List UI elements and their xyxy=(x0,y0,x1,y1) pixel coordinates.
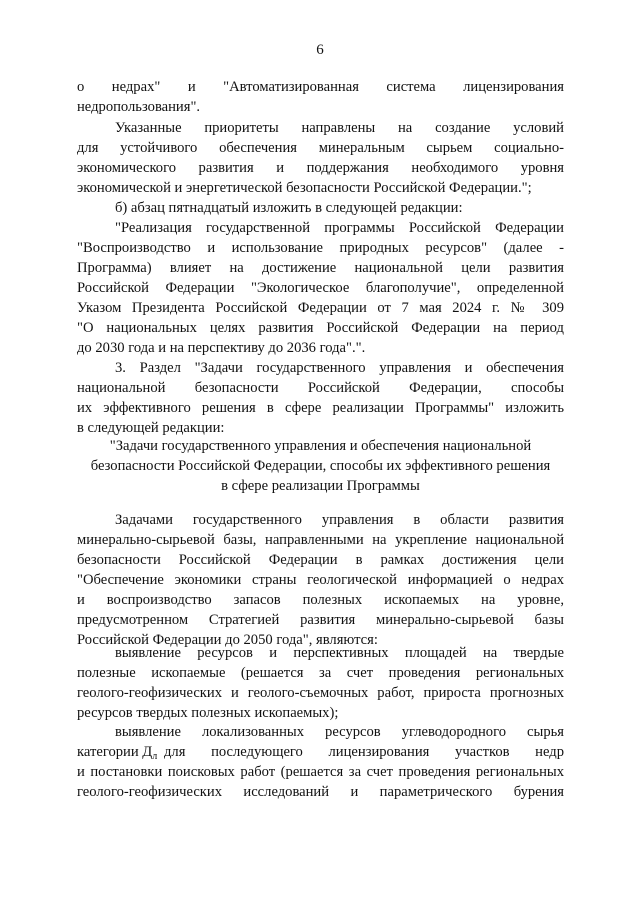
text-line: "Обеспечение экономики страны геологической информацией о недрах xyxy=(77,572,564,588)
text-line-rest: для последующего лицензирования участков недр xyxy=(164,744,564,760)
text-line: национальной безопасности Российской Федерации, способы xyxy=(77,380,564,396)
paragraph-hydrocarbons xyxy=(77,722,564,802)
heading-line: в сфере реализации Программы xyxy=(221,478,420,494)
text-line: и воспроизводство запасов полезных ископаемых на уровне, xyxy=(77,592,564,608)
text-line: Указанные приоритеты направлены на создание условий xyxy=(115,120,564,136)
text-line: б) абзац пятнадцатый изложить в следующей редакции: xyxy=(115,200,463,216)
text-line: для устойчивого обеспечения минеральным сырьем социально- xyxy=(77,140,564,156)
category-text: категории Д xyxy=(77,744,153,760)
text-line: 3. Раздел "Задачи государственного управления и обеспечения xyxy=(115,360,564,376)
paragraph-continuation xyxy=(77,77,564,117)
text-line: недропользования". xyxy=(77,99,201,115)
text-line: ресурсов твердых полезных ископаемых); xyxy=(77,705,339,721)
text-line: Российской Федерации до 2050 года", являются: xyxy=(77,632,378,648)
page-number: 6 xyxy=(316,42,324,58)
paragraph-section-3 xyxy=(77,358,564,438)
text-line-with-subscript xyxy=(77,742,564,762)
text-line: "О национальных целях развития Российской Федерации на период xyxy=(77,320,564,336)
text-line: выявление ресурсов и перспективных площадей на твердые xyxy=(115,645,564,661)
text-line: выявление локализованных ресурсов углеводородного сырья xyxy=(115,724,564,740)
heading-line: "Задачи государственного управления и обеспечения национальной xyxy=(109,438,532,454)
text-line: Российской Федерации "Экологическое благополучие", определенной xyxy=(77,280,564,296)
paragraph-implementation xyxy=(77,218,564,358)
text-line: Задачами государственного управления в области развития xyxy=(115,512,564,528)
heading-line: безопасности Российской Федерации, способы их эффективного решения xyxy=(90,458,551,474)
text-line: о недрах" и "Автоматизированная система лицензирования xyxy=(77,79,564,95)
text-line: полезные ископаемые (решается за счет проведения региональных xyxy=(77,665,564,681)
paragraph-tasks xyxy=(77,510,564,650)
text-line: геолого-геофизических и геолого-съемочных работ, прироста прогнозных xyxy=(77,685,564,701)
text-line: в следующей редакции: xyxy=(77,420,225,436)
text-line: Указом Президента Российской Федерации от 7 мая 2024 г. № 309 xyxy=(77,300,564,316)
category-subscript: л xyxy=(152,751,158,762)
paragraph-priorities xyxy=(77,118,564,198)
text-line: безопасности Российской Федерации в рамках достижения цели xyxy=(77,552,564,568)
category-label xyxy=(77,742,157,762)
text-line: их эффективного решения в сфере реализации Программы" изложить xyxy=(77,400,564,416)
text-line: "Реализация государственной программы Российской Федерации xyxy=(115,220,564,236)
paragraph-solid-minerals xyxy=(77,643,564,723)
text-line: Программа) влияет на достижение национальной цели развития xyxy=(77,260,564,276)
section-heading xyxy=(72,436,569,496)
text-line: минерально-сырьевой базы, направленными на укрепление национальной xyxy=(77,532,564,548)
paragraph-amendment-b xyxy=(77,198,564,218)
text-line: геолого-геофизических исследований и параметрического бурения xyxy=(77,784,564,800)
text-line: предусмотренном Стратегией развития минерально-сырьевой базы xyxy=(77,612,564,628)
text-line: и постановки поисковых работ (решается за счет проведения региональных xyxy=(77,764,564,780)
text-line: до 2030 года и на перспективу до 2036 года".". xyxy=(77,340,366,356)
text-line: экономической и энергетической безопасности Российской Федерации."; xyxy=(77,180,532,196)
text-line: "Воспроизводство и использование природных ресурсов" (далее - xyxy=(77,240,564,256)
text-line: экономического развития и поддержания необходимого уровня xyxy=(77,160,564,176)
